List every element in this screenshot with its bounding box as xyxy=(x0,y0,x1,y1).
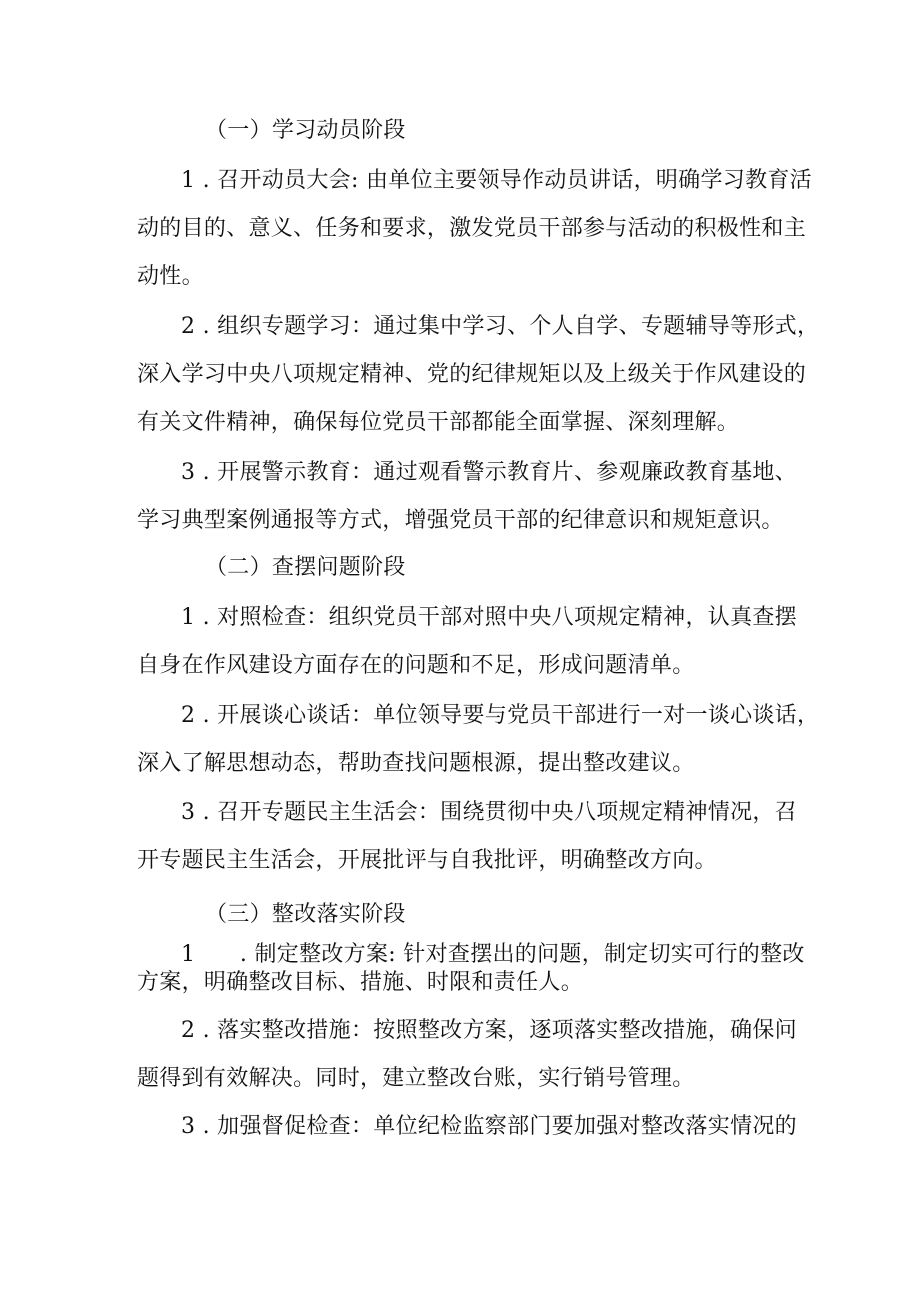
paragraph-line: 2 . 组织专题学习：通过集中学习、个人自学、专题辅导等形式， xyxy=(181,314,820,339)
paragraph-line: 方案，明确整改目标、措施、时限和责任人。 xyxy=(137,970,584,995)
paragraph-line: 2 . 落实整改措施：按照整改方案，逐项落实整改措施，确保问 xyxy=(181,1018,797,1043)
section-heading-1: （一）学习动员阶段 xyxy=(205,118,406,143)
paragraph-line: 1 . 制定整改方案: 针对查摆出的问题，制定切实可行的整改 xyxy=(181,942,805,967)
paragraph-line: 3 . 召开专题民主生活会：围绕贯彻中央八项规定精神情况，召 xyxy=(181,800,797,825)
section-heading-2: （二）查摆问题阶段 xyxy=(205,555,406,580)
paragraph-line: 3 . 加强督促检查：单位纪检监察部门要加强对整改落实情况的 xyxy=(181,1114,797,1139)
paragraph-line: 深入了解思想动态，帮助查找问题根源，提出整改建议。 xyxy=(137,751,695,776)
paragraph-line: 2 . 开展谈心谈话：单位领导要与党员干部进行一对一谈心谈话， xyxy=(181,703,820,728)
paragraph-line: 3 . 开展警示教育：通过观看警示教育片、参观廉政教育基地、 xyxy=(181,460,797,485)
paragraph-line: 题得到有效解决。同时，建立整改台账，实行销号管理。 xyxy=(137,1066,695,1091)
paragraph-line: 动的目的、意义、任务和要求，激发党员干部参与活动的积极性和主 xyxy=(137,216,807,241)
paragraph-line: 学习典型案例通报等方式，增强党员干部的纪律意识和规矩意识。 xyxy=(137,508,784,533)
paragraph-line: 动性。 xyxy=(137,264,204,289)
paragraph-line: 自身在作风建设方面存在的问题和不足，形成问题清单。 xyxy=(137,653,695,678)
paragraph-line: 1 . 对照检查：组织党员干部对照中央八项规定精神，认真查摆 xyxy=(181,605,797,630)
paragraph-line: 1 . 召开动员大会: 由单位主要领导作动员讲话，明确学习教育活 xyxy=(181,168,812,193)
paragraph-line: 开专题民主生活会，开展批评与自我批评，明确整改方向。 xyxy=(137,848,717,873)
paragraph-line: 深入学习中央八项规定精神、党的纪律规矩以及上级关于作风建设的 xyxy=(137,362,807,387)
paragraph-line: 有关文件精神，确保每位党员干部都能全面掌握、深刻理解。 xyxy=(137,410,740,435)
section-heading-3: （三）整改落实阶段 xyxy=(205,902,406,927)
